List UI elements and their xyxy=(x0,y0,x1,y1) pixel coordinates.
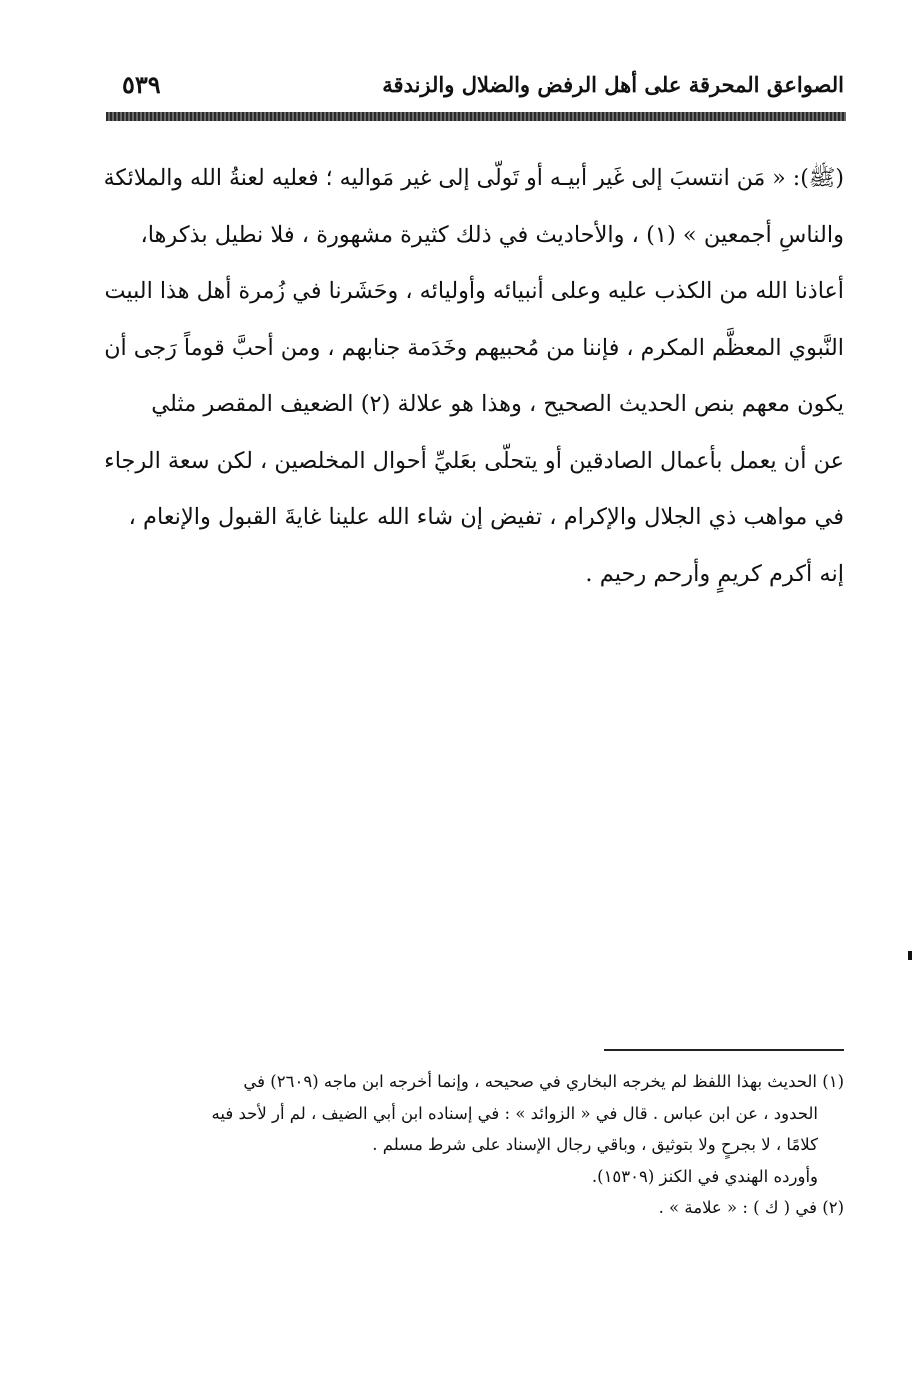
text-line: (ﷺ): « مَن انتسبَ إلى غَير أبيـه أو تَولّى إلى غير مَواليه ؛ فعليه لعنةُ الله والملائكة xyxy=(103,165,845,191)
text-line: عن أن يعمل بأعمال الصادقين أو يتحلّى بعَليِّ أحوال المخلصين ، لكن سعة الرجاء xyxy=(104,447,845,474)
text-line: والناسِ أجمعين » (١) ، والأحاديث في ذلك كثيرة مشهورة ، فلا نطيل بذكرها، xyxy=(140,221,844,248)
footnote-line: كلامًا ، لا بجرحٍ ولا بتوثيق ، وباقي رجال الإسناد على شرط مسلم . xyxy=(372,1135,818,1154)
footnote-line: الحدود ، عن ابن عباس . قال في « الزوائد » : في إسناده ابن أبي الضيف ، لم أر لأحد فيه xyxy=(211,1103,818,1123)
footnotes xyxy=(104,1066,844,1224)
footnote-line: وأورده الهندي في الكنز (١٥٣٠٩). xyxy=(591,1166,818,1186)
text-line: أعاذنا الله من الكذب عليه وعلى أنبيائه وأوليائه ، وحَشَرنا في زُمرة أهل هذا البيت xyxy=(104,278,844,304)
main-text xyxy=(104,150,844,602)
text-line: إنه أكرم كريمٍ وأرحم رحيم . xyxy=(585,560,844,587)
running-title: الصواعق المحرقة على أهل الرفض والضلال والزندقة xyxy=(382,72,844,97)
footnote-line: (١) الحديث بهذا اللفظ لم يخرجه البخاري في صحيحه ، وإنما أخرجه ابن ماجه (٢٦٠٩) في xyxy=(243,1072,844,1091)
scan-edge-mark xyxy=(908,951,912,960)
footnote-line: (٢) في ( ك ) : « علامة » . xyxy=(658,1198,844,1217)
footnote-separator xyxy=(604,1049,844,1051)
text-line: النَّبوي المعظَّم المكرم ، فإننا من مُحبيهم وخَدَمة جنابهم ، ومن أحبَّ قوماً رَجى أن xyxy=(104,334,844,361)
text-line: في مواهب ذي الجلال والإكرام ، تفيض إن شاء الله علينا غايةَ القبول والإنعام ، xyxy=(128,504,844,530)
header-rule xyxy=(106,112,846,121)
page-number: ٥٣٩ xyxy=(122,70,161,99)
text-line: يكون معهم بنص الحديث الصحيح ، وهذا هو علالة (٢) الضعيف المقصر مثلي xyxy=(151,391,844,417)
page-header xyxy=(108,68,844,112)
